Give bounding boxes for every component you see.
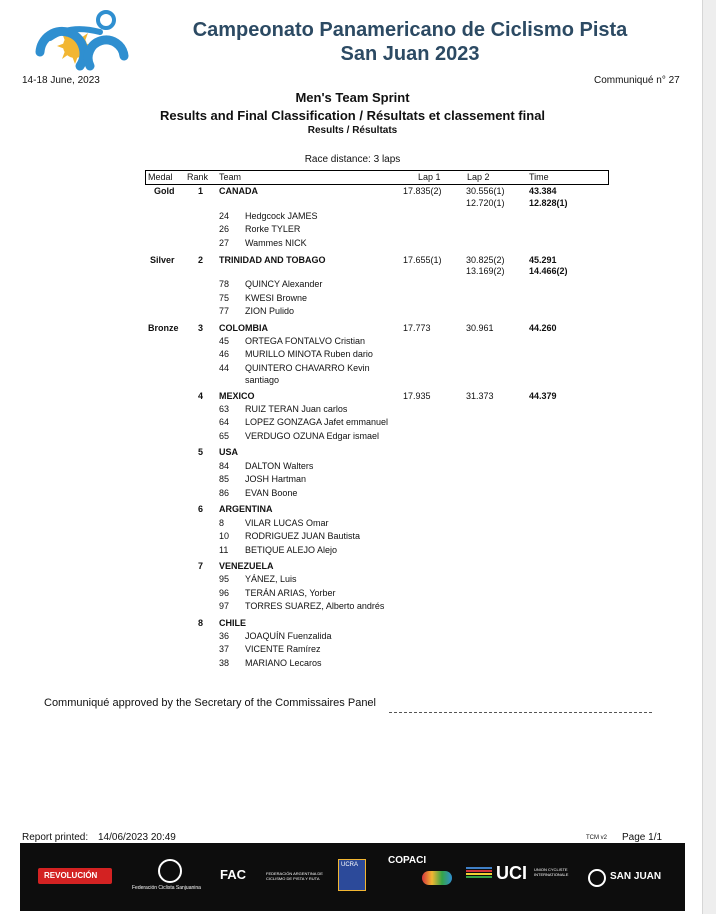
rider-name: Wammes NICK (245, 238, 307, 248)
rider-number: 65 (219, 431, 230, 441)
lap1: 17.935 (403, 391, 431, 401)
rider-name: ZION Pulido (245, 306, 295, 316)
rider-name: VICENTE Ramírez (245, 644, 321, 654)
sanjuan-emblem-icon (588, 869, 606, 887)
uci-logo: UCI (496, 863, 527, 883)
event-subtitle: Results and Final Classification / Résultats et classement final (159, 108, 546, 123)
time: 44.379 (529, 391, 557, 401)
signature-line (389, 712, 652, 713)
rider-number: 97 (219, 601, 230, 611)
revolucion-logo: REVOLUCIÓN (38, 868, 112, 884)
uci-text: UNION CYCLISTE INTERNATIONALE (534, 867, 569, 877)
time-split: 12.828(1) (529, 198, 568, 208)
rank: 2 (198, 255, 204, 265)
event-dates: 14-18 June, 2023 (22, 75, 100, 86)
lap2: 30.825(2) (466, 255, 505, 265)
rider-number: 96 (219, 588, 230, 598)
rider-name: DALTON Walters (245, 461, 314, 471)
rider-name: MURILLO MINOTA Ruben dario (245, 349, 373, 359)
team-name: COLOMBIA (219, 323, 268, 333)
rider-number: 85 (219, 474, 230, 484)
report-printed-value: 14/06/2023 20:49 (98, 832, 176, 843)
table-header (145, 170, 609, 185)
rider-name: QUINCY Alexander (245, 279, 323, 289)
rider-name: VILAR LUCAS Omar (245, 518, 329, 528)
software-version: TCM v2 (586, 835, 607, 841)
rider-name: Hedgcock JAMES (245, 211, 318, 221)
team-name: USA (219, 447, 239, 457)
time-split: 14.466(2) (529, 266, 568, 276)
rank: 5 (198, 447, 204, 457)
rider-number: 24 (219, 211, 230, 221)
copaci-swoosh-icon (422, 871, 452, 885)
team-name: CANADA (219, 186, 258, 196)
lap1: 17.835(2) (403, 186, 442, 196)
rider-number: 75 (219, 293, 230, 303)
rider-number: 8 (219, 518, 225, 528)
lap2: 31.373 (466, 391, 494, 401)
rider-name: EVAN Boone (245, 488, 298, 498)
rider-name: QUINTERO CHAVARRO Kevin (245, 363, 370, 373)
rider-name: ORTEGA FONTALVO Cristian (245, 336, 366, 346)
lap2: 30.961 (466, 323, 494, 333)
rider-name: JOSH Hartman (245, 474, 307, 484)
rider-name: RODRIGUEZ JUAN Bautista (245, 531, 361, 541)
time: 44.260 (529, 323, 557, 333)
rider-name-cont: santiago (245, 375, 280, 385)
communique-number: Communiqué n° 27 (594, 75, 680, 86)
rider-number: 11 (219, 545, 229, 555)
rider-number: 77 (219, 306, 230, 316)
rider-number: 26 (219, 224, 230, 234)
fcs-name: Federación Ciclista Sanjuanina (132, 885, 201, 891)
team-name: VENEZUELA (219, 561, 274, 571)
rider-number: 44 (219, 363, 230, 373)
rider-number: 84 (219, 461, 230, 471)
rank: 8 (198, 618, 204, 628)
rider-name: TORRES SUAREZ, Alberto andrés (245, 601, 385, 611)
rank: 7 (198, 561, 204, 571)
rider-name: MARIANO Lecaros (245, 658, 322, 668)
fcs-emblem-icon (158, 859, 182, 883)
page-number: Page 1/1 (622, 832, 663, 843)
lap2-split: 12.720(1) (466, 198, 505, 208)
ucra-shield: UCRA (338, 859, 366, 891)
championship-logo (30, 8, 134, 74)
rider-name: Rorke TYLER (245, 224, 301, 234)
rider-name: YÁNEZ, Luis (245, 574, 297, 584)
rider-name: BETIQUE ALEJO Alejo (245, 545, 338, 555)
medal: Silver (150, 255, 175, 265)
lap2-split: 13.169(2) (466, 266, 505, 276)
rider-number: 10 (219, 531, 230, 541)
rider-number: 45 (219, 336, 230, 346)
page-edge (702, 0, 716, 914)
medal: Gold (154, 186, 175, 196)
rider-name: VERDUGO OZUNA Edgar ismael (245, 431, 380, 441)
uci-stripes-icon (466, 867, 492, 877)
col-team: Team (219, 172, 242, 182)
team-name: TRINIDAD AND TOBAGO (219, 255, 326, 265)
fac-text: FEDERACIÓN ARGENTINA DE CICLISMO DE PISTA Y RUTA (266, 871, 323, 881)
team-name: ARGENTINA (219, 504, 273, 514)
championship-title: Campeonato Panamericano de Ciclismo Pista (192, 19, 628, 41)
rider-name: LOPEZ GONZAGA Jafet emmanuel (245, 417, 389, 427)
rider-number: 27 (219, 238, 230, 248)
rider-number: 36 (219, 631, 230, 641)
rider-name: JOAQUÍN Fuenzalida (245, 631, 332, 641)
rider-number: 46 (219, 349, 230, 359)
lap1: 17.655(1) (403, 255, 442, 265)
team-name: CHILE (219, 618, 246, 628)
rider-number: 95 (219, 574, 230, 584)
race-distance: Race distance: 3 laps (304, 154, 401, 165)
medal: Bronze (148, 323, 179, 333)
rank: 6 (198, 504, 204, 514)
lap1: 17.773 (403, 323, 431, 333)
lap2: 30.556(1) (466, 186, 505, 196)
rank: 3 (198, 323, 204, 333)
rider-number: 63 (219, 404, 230, 414)
col-rank: Rank (187, 172, 209, 182)
time: 45.291 (529, 255, 557, 265)
championship-subtitle: San Juan 2023 (340, 43, 480, 65)
rider-number: 86 (219, 488, 230, 498)
rider-name: KWESI Browne (245, 293, 308, 303)
sponsor-banner (20, 843, 685, 911)
rank: 4 (198, 391, 204, 401)
rider-number: 64 (219, 417, 230, 427)
copaci-logo: COPACI (388, 855, 427, 866)
rider-name: TERÁN ARIAS, Yorber (245, 588, 336, 598)
col-lap2: Lap 2 (467, 172, 490, 182)
rider-number: 37 (219, 644, 230, 654)
report-printed-label: Report printed: (22, 832, 89, 843)
approval-note: Communiqué approved by the Secretary of the Commissaires Panel (44, 697, 376, 709)
rider-name: RUIZ TERAN Juan carlos (245, 404, 348, 414)
rider-number: 38 (219, 658, 230, 668)
col-medal: Medal (148, 172, 173, 182)
event-subsubtitle: Results / Résultats (307, 125, 398, 136)
team-name: MEXICO (219, 391, 255, 401)
sanjuan-logo: SAN JUAN (610, 871, 662, 882)
time: 43.384 (529, 186, 557, 196)
col-time: Time (529, 172, 549, 182)
fac-logo: FAC (220, 867, 246, 882)
event-name: Men's Team Sprint (295, 90, 410, 105)
col-lap1: Lap 1 (418, 172, 441, 182)
rank: 1 (198, 186, 204, 196)
rider-number: 78 (219, 279, 230, 289)
